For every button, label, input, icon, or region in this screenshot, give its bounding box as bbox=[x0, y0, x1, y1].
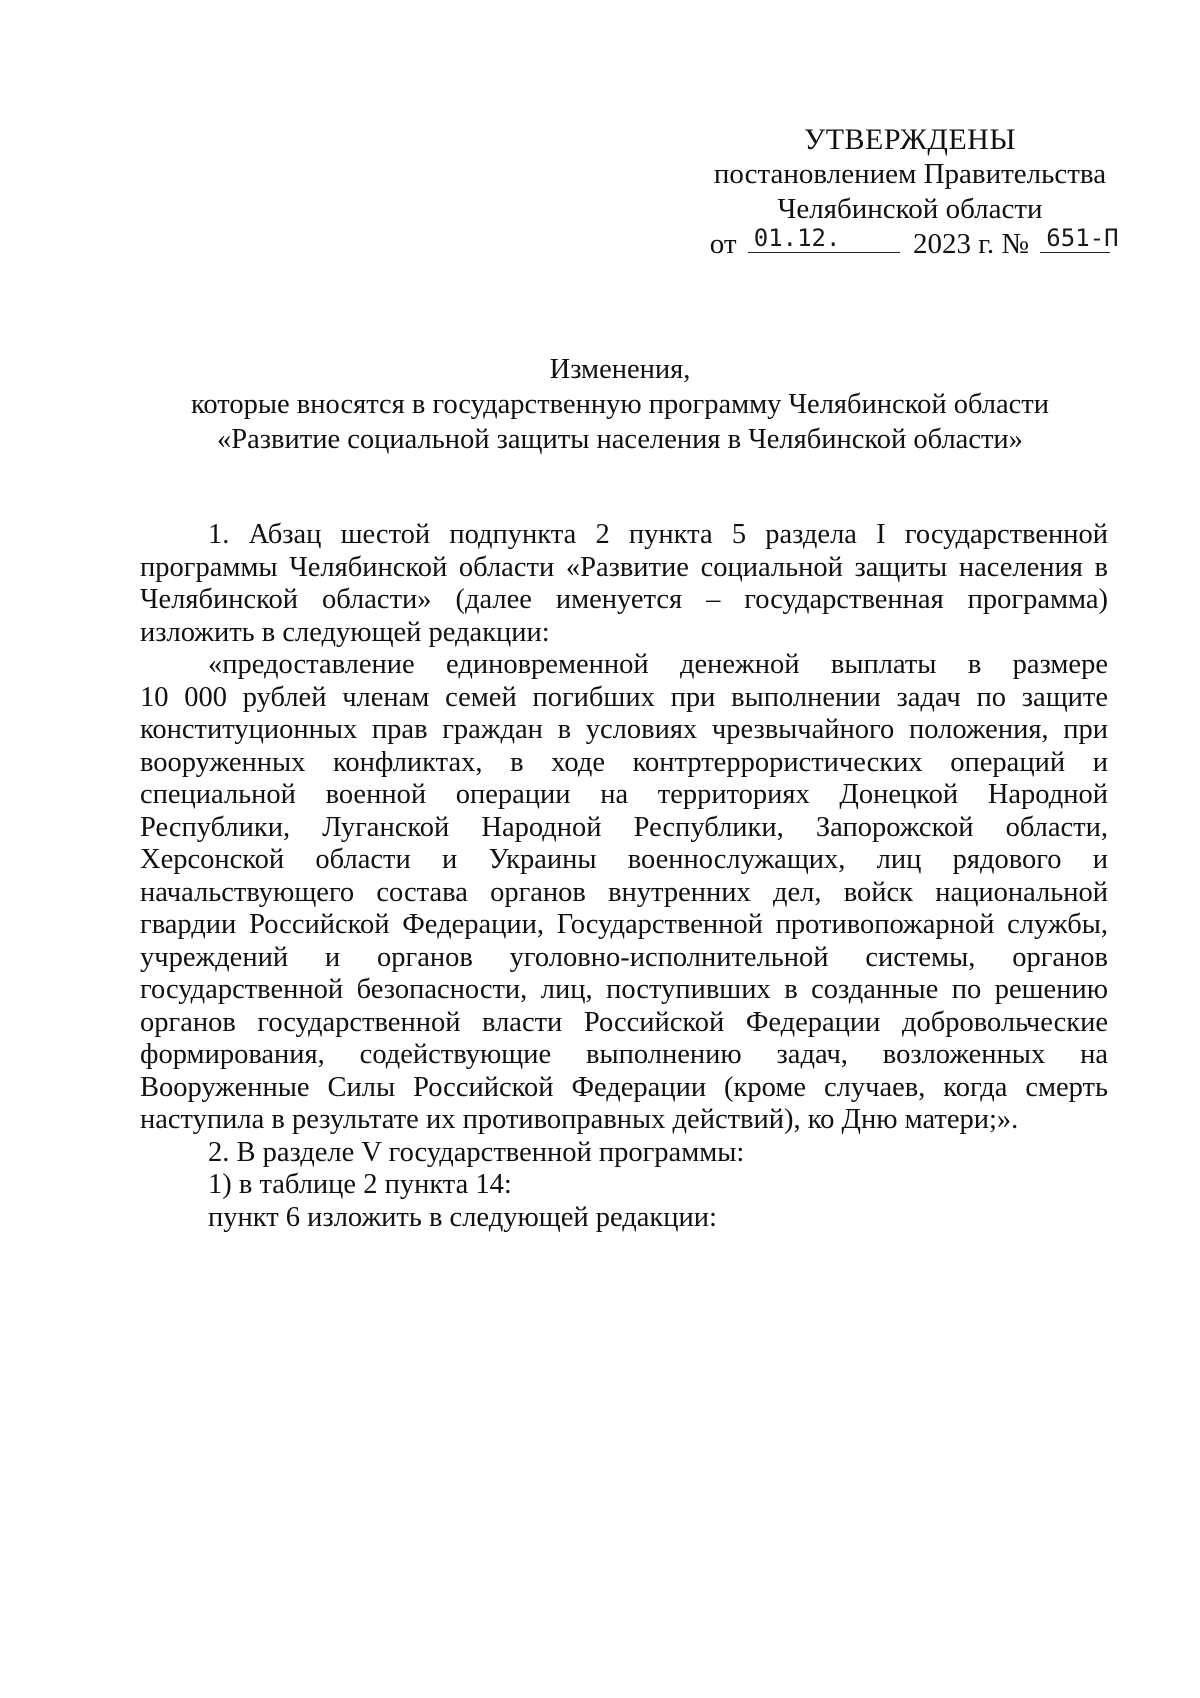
number-value: 651-П bbox=[1046, 224, 1119, 252]
date-value: 01.12. bbox=[753, 224, 841, 252]
body-line: гвардии Российской Федерации, Государственной противопожарной службы, bbox=[140, 909, 1108, 940]
approval-line-2: Челябинской области bbox=[777, 193, 1043, 225]
body-line: вооруженных конфликтах, в ходе контртеррористических операций и bbox=[140, 746, 1108, 778]
body-line: 1. Абзац шестой подпункта 2 пункта 5 раздела I государственной bbox=[208, 519, 1108, 550]
body-line: учреждений и органов уголовно-исполнительной системы, органов bbox=[140, 941, 1108, 973]
body-line: Республики, Луганской Народной Республики, Запорожской области, bbox=[140, 811, 1108, 843]
body-line: изложить в следующей редакции: bbox=[140, 616, 550, 648]
body-line: пункт 6 изложить в следующей редакции: bbox=[208, 1201, 717, 1233]
document-body bbox=[140, 519, 1108, 1234]
body-line: Херсонской области и Украины военнослужащих, лиц рядового и bbox=[140, 844, 1108, 875]
body-line: органов государственной власти Российской Федерации добровольческие bbox=[140, 1006, 1108, 1038]
body-line: программы Челябинской области «Развитие социальной защиты населения в bbox=[140, 551, 1108, 583]
number-field bbox=[1040, 224, 1119, 253]
body-line: государственной безопасности, лиц, поступивших в созданные по решению bbox=[140, 974, 1108, 1005]
year-label: 2023 г. № bbox=[913, 228, 1030, 260]
document-title bbox=[130, 352, 1110, 457]
body-line: формирования, содействующие выполнению задач, возложенных на bbox=[140, 1039, 1108, 1070]
body-line: начальствующего состава органов внутренних дел, войск национальной bbox=[140, 876, 1108, 908]
body-line: специальной военной операции на территориях Донецкой Народной bbox=[140, 779, 1108, 810]
date-prefix: от bbox=[709, 228, 737, 260]
body-line: «предоставление единовременной денежной выплаты в размере bbox=[208, 649, 1108, 680]
body-line: 1) в таблице 2 пункта 14: bbox=[208, 1169, 512, 1200]
body-line: Челябинской области» (далее именуется – государственная программа) bbox=[140, 584, 1108, 615]
title-line-2: «Развитие социальной защиты населения в Челябинской области» bbox=[217, 424, 1023, 455]
approval-heading: УТВЕРЖДЕНЫ bbox=[803, 123, 1017, 156]
body-line: 2. В разделе V государственной программы: bbox=[208, 1136, 745, 1168]
body-line: конституционных прав граждан в условиях чрезвычайного положения, при bbox=[140, 714, 1108, 745]
body-line: наступила в результате их противоправных действий), ко Дню матери;». bbox=[140, 1104, 1019, 1135]
body-line: 10 000 рублей членам семей погибших при выполнении задач по защите bbox=[140, 681, 1108, 713]
date-field bbox=[748, 224, 900, 253]
title-heading: Изменения, bbox=[549, 354, 691, 385]
body-line: Вооруженные Силы Российской Федерации (кроме случаев, когда смерть bbox=[140, 1071, 1108, 1103]
approval-date-line bbox=[700, 224, 1120, 262]
approval-line-1: постановлением Правительства bbox=[713, 158, 1107, 190]
title-line-1: которые вносятся в государственную программу Челябинской области bbox=[191, 389, 1049, 420]
approval-block bbox=[700, 122, 1120, 262]
